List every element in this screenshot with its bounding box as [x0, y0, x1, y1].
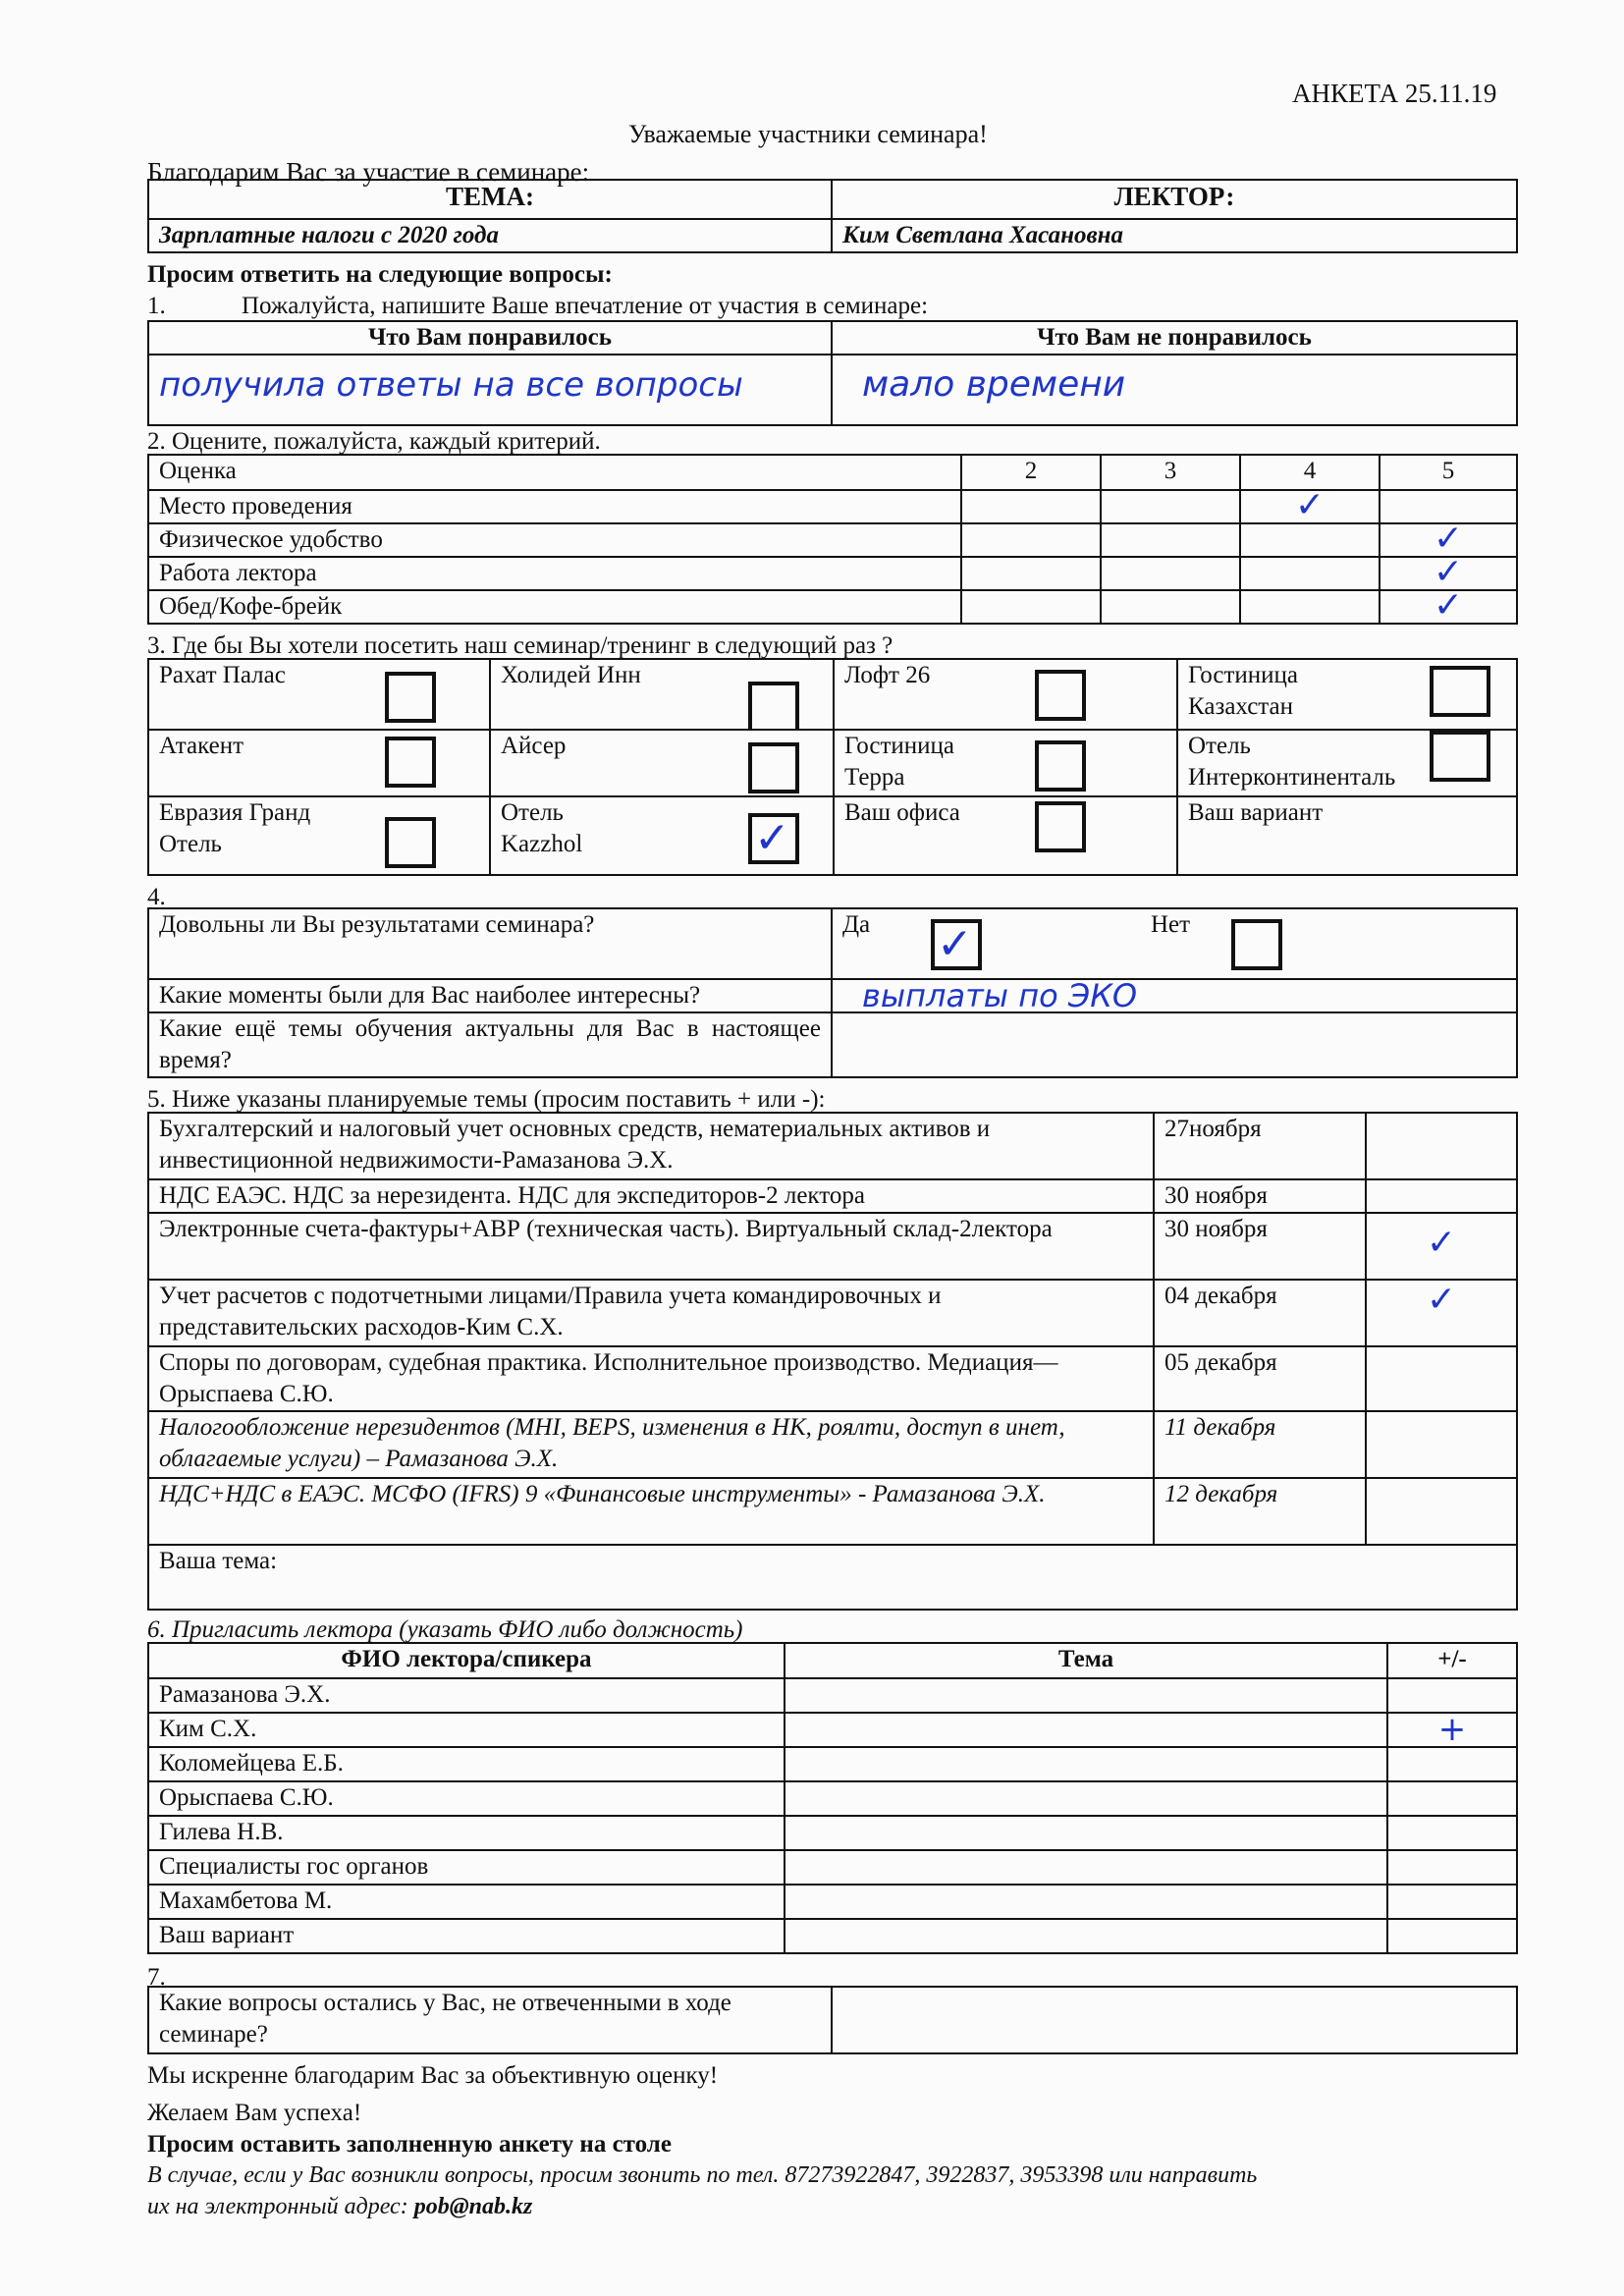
no-checkbox[interactable]	[1231, 919, 1282, 970]
venue-label: Атакент	[159, 733, 244, 759]
col-topic-header: Тема	[785, 1643, 1387, 1678]
venue-label: Лофт 26	[844, 662, 931, 688]
rating-cell[interactable]	[1240, 557, 1380, 590]
q3-text: 3. Где бы Вы хотели посетить наш семинар/тренинг в следующий раз ?	[147, 632, 893, 659]
lecturer-label: ЛЕКТОР:	[832, 180, 1517, 219]
lecturer-row	[148, 1919, 1517, 1953]
rating-row	[148, 590, 1517, 624]
lecturer-row	[148, 1850, 1517, 1885]
venue-checkbox[interactable]	[385, 672, 436, 723]
rating-cell[interactable]	[1101, 523, 1240, 557]
greeting: Уважаемые участники семинара!	[628, 120, 988, 148]
venue-checkbox[interactable]	[1035, 740, 1086, 792]
venue-cell[interactable]	[490, 659, 834, 730]
venue-label: Отель	[1188, 733, 1251, 759]
planned-date: 27ноября	[1154, 1113, 1366, 1179]
venue-cell[interactable]: Гостиница Терра	[834, 730, 1177, 796]
q5-text: 5. Ниже указаны планируемые темы (просим поставить + или -):	[147, 1086, 826, 1113]
check-mark: ✓	[937, 919, 973, 969]
rating-check[interactable]: ✓	[1380, 557, 1517, 590]
lecturer-topic[interactable]	[785, 1713, 1387, 1747]
planned-topic: Споры по договорам, судебная практика. Исполнительное производство. Медиация—Орыспаева С.Ю.	[148, 1346, 1154, 1411]
interesting-answer[interactable]: выплаты по ЭКО	[832, 979, 1517, 1012]
venue-checkbox[interactable]	[1430, 731, 1490, 782]
score-4: 4	[1240, 455, 1380, 490]
venue-cell[interactable]: Евразия Гранд Отель	[148, 796, 490, 875]
lecturer-topic[interactable]	[785, 1781, 1387, 1816]
topic-label: ТЕМА:	[148, 180, 832, 219]
planned-date: 12 декабря	[1154, 1478, 1366, 1545]
satisfied-question: Довольны ли Вы результатами семинара?	[148, 908, 832, 979]
lecturer-mark[interactable]: +	[1387, 1713, 1517, 1747]
q2-text: 2. Оцените, пожалуйста, каждый критерий.	[147, 428, 601, 455]
planned-mark[interactable]: ✓	[1366, 1213, 1517, 1280]
lecturer-name: Гилева Н.В.	[148, 1816, 785, 1850]
rating-cell[interactable]	[961, 590, 1101, 624]
rating-label: Работа лектора	[148, 557, 961, 590]
lecturer-row	[148, 1816, 1517, 1850]
score-header-label: Оценка	[148, 455, 961, 490]
planned-topic: НДС ЕАЭС. НДС за нерезидента. НДС для экспедиторов-2 лектора	[148, 1179, 1154, 1213]
venue-cell[interactable]: Гостиница Казахстан	[1177, 659, 1517, 730]
rating-row	[148, 557, 1517, 590]
rating-label: Место проведения	[148, 490, 961, 523]
planned-date: 11 декабря	[1154, 1411, 1366, 1478]
venue-label: Евразия Гранд	[159, 799, 311, 826]
planned-mark[interactable]	[1366, 1411, 1517, 1478]
q4-number: 4.	[147, 884, 166, 910]
rating-cell[interactable]	[961, 490, 1101, 523]
email-link[interactable]: pob@nab.kz	[413, 2194, 533, 2219]
venue-label: Айсер	[501, 733, 567, 759]
venue-checkbox[interactable]	[748, 742, 799, 793]
score-5: 5	[1380, 455, 1517, 490]
interesting-question: Какие моменты были для Вас наиболее интересны?	[148, 979, 832, 1012]
planned-mark[interactable]	[1366, 1113, 1517, 1179]
venue-label: Рахат Палас	[159, 662, 286, 688]
lecturer-topic[interactable]	[785, 1747, 1387, 1781]
lecturer-value: Ким Светлана Хасановна	[832, 219, 1517, 252]
topics-question: Какие ещё темы обучения актуальны для Вас в настоящее время?	[148, 1012, 832, 1077]
rating-cell[interactable]	[1101, 590, 1240, 624]
footer-thanks: Мы искренне благодарим Вас за объективную оценку!	[147, 2062, 719, 2089]
lecturer-name: Рамазанова Э.Х.	[148, 1678, 785, 1713]
lecturer-topic[interactable]	[785, 1850, 1387, 1885]
venue-checkbox[interactable]	[1035, 801, 1086, 852]
lecturer-topic[interactable]	[785, 1919, 1387, 1953]
topic-row	[148, 1213, 1517, 1280]
footer-wish: Желаем Вам успеха!	[147, 2100, 362, 2126]
venue-cell[interactable]	[834, 659, 1177, 730]
disliked-header: Что Вам не понравилось	[832, 321, 1517, 355]
q2-table	[147, 454, 1518, 625]
venue-cell[interactable]: Отель Kazzhol ✓	[490, 796, 834, 875]
lecturer-name: Ким С.Х.	[148, 1713, 785, 1747]
rating-label: Обед/Кофе-брейк	[148, 590, 961, 624]
lecturer-name: Ваш вариант	[148, 1919, 785, 1953]
planned-topic: Учет расчетов с подотчетными лицами/Правила учета командировочных и представительских расходов-Ким С.Х.	[148, 1280, 1154, 1346]
planned-topic: НДС+НДС в ЕАЭС. МСФО (IFRS) 9 «Финансовые инструменты» - Рамазанова Э.Х.	[148, 1478, 1154, 1545]
lecturer-mark[interactable]	[1387, 1781, 1517, 1816]
venue-cell[interactable]	[148, 659, 490, 730]
venue-label: Гостиница	[844, 733, 955, 759]
q1-number: 1.	[147, 293, 166, 319]
questions-intro: Просим ответить на следующие вопросы:	[147, 261, 613, 288]
footer-contact-line2: их на электронный адрес: pob@nab.kz	[147, 2194, 533, 2219]
topic-row	[148, 1179, 1517, 1213]
score-3: 3	[1101, 455, 1240, 490]
no-label: Нет	[1151, 911, 1191, 938]
disliked-answer[interactable]: мало времени	[832, 355, 1517, 425]
topic-row	[148, 1280, 1517, 1346]
lecturer-row	[148, 1678, 1517, 1713]
lecturer-mark[interactable]	[1387, 1678, 1517, 1713]
lecturer-topic[interactable]	[785, 1678, 1387, 1713]
venue-checkbox[interactable]	[1035, 670, 1086, 721]
lecturer-name: Орыспаева С.Ю.	[148, 1781, 785, 1816]
venue-cell[interactable]	[490, 730, 834, 796]
yes-checkbox-checked[interactable]	[931, 919, 982, 970]
planned-topic: Бухгалтерский и налоговый учет основных средств, нематериальных активов и инвестиционной недвижимости-Рамазанова Э.Х.	[148, 1113, 1154, 1179]
open-questions-label: Какие вопросы остались у Вас, не отвеченными в ходе семинаре?	[148, 1987, 832, 2053]
topic-value: Зарплатные налоги с 2020 года	[148, 219, 832, 252]
lecturer-mark[interactable]	[1387, 1885, 1517, 1919]
q7-table	[147, 1986, 1518, 2054]
rating-cell[interactable]	[1240, 523, 1380, 557]
venue-label: Ваш офиса	[844, 799, 960, 826]
venue-label: Холидей Инн	[501, 662, 641, 688]
open-questions-answer[interactable]	[832, 1987, 1517, 2053]
footer-leave: Просим оставить заполненную анкету на столе	[147, 2131, 672, 2158]
lecturer-name: Махамбетова М.	[148, 1885, 785, 1919]
planned-topic: Электронные счета-фактуры+АВР (техническая часть). Виртуальный склад-2лектора	[148, 1213, 1154, 1280]
planned-topics-table	[147, 1112, 1518, 1611]
q1-text: Пожалуйста, напишите Ваше впечатление от участия в семинаре:	[242, 293, 929, 319]
venue-checkbox[interactable]	[748, 682, 799, 730]
q7-number: 7.	[147, 1964, 166, 1991]
planned-mark[interactable]	[1366, 1478, 1517, 1545]
lecturer-mark[interactable]	[1387, 1816, 1517, 1850]
topics-answer[interactable]	[832, 1012, 1517, 1077]
venue-checkbox[interactable]	[1430, 666, 1490, 717]
lecturer-topic[interactable]	[785, 1816, 1387, 1850]
lecturer-invite-table	[147, 1642, 1518, 1954]
rating-row	[148, 523, 1517, 557]
planned-mark[interactable]	[1366, 1179, 1517, 1213]
q1-table	[147, 320, 1518, 426]
lecturer-name: Специалисты гос органов	[148, 1850, 785, 1885]
planned-topic: Налогообложение нерезидентов (MHI, BEPS, изменения в НК, роялти, доступ в инет, облагаемые услуги) – Рамазанова Э.Х.	[148, 1411, 1154, 1478]
topic-row	[148, 1411, 1517, 1478]
planned-date: 05 декабря	[1154, 1346, 1366, 1411]
lecturer-row	[148, 1713, 1517, 1747]
check-mark: ✓	[754, 813, 790, 863]
liked-answer[interactable]: получила ответы на все вопросы	[148, 355, 832, 425]
planned-date: 04 декабря	[1154, 1280, 1366, 1346]
venue-table	[147, 658, 1518, 876]
rating-label: Физическое удобство	[148, 523, 961, 557]
venue-label: Ваш вариант	[1188, 799, 1324, 826]
rating-check[interactable]: ✓	[1380, 523, 1517, 557]
planned-mark[interactable]	[1366, 1346, 1517, 1411]
venue-cell[interactable]	[834, 796, 1177, 875]
venue-checkbox[interactable]	[385, 737, 436, 788]
q4-table	[147, 907, 1518, 1078]
liked-header: Что Вам понравилось	[148, 321, 832, 355]
rating-cell[interactable]	[1101, 557, 1240, 590]
rating-cell[interactable]	[1101, 490, 1240, 523]
planned-mark[interactable]: ✓	[1366, 1280, 1517, 1346]
planned-date: 30 ноября	[1154, 1179, 1366, 1213]
rating-cell[interactable]	[1240, 590, 1380, 624]
topic-table	[147, 179, 1518, 253]
col-mark-header: +/-	[1387, 1643, 1517, 1678]
venue-cell[interactable]	[1177, 796, 1517, 875]
score-2: 2	[961, 455, 1101, 490]
your-topic-field[interactable]: Ваша тема:	[148, 1545, 1517, 1610]
lecturer-row	[148, 1885, 1517, 1919]
lecturer-name: Коломейцева Е.Б.	[148, 1747, 785, 1781]
planned-date: 30 ноября	[1154, 1213, 1366, 1280]
venue-checkbox-checked[interactable]	[748, 813, 799, 864]
topic-row	[148, 1113, 1517, 1179]
lecturer-mark[interactable]	[1387, 1919, 1517, 1953]
lecturer-mark[interactable]	[1387, 1850, 1517, 1885]
venue-checkbox[interactable]	[385, 817, 436, 868]
rating-check[interactable]: ✓	[1380, 590, 1517, 624]
rating-cell[interactable]	[1380, 490, 1517, 523]
col-name-header: ФИО лектора/спикера	[148, 1643, 785, 1678]
thanks-intro: Благодарим Вас за участие в семинаре:	[147, 157, 590, 187]
yes-label: Да	[842, 911, 871, 938]
topic-row	[148, 1478, 1517, 1545]
anketa-date: АНКЕТА 25.11.19	[1292, 79, 1497, 108]
lecturer-row	[148, 1747, 1517, 1781]
q6-text: 6. Пригласить лектора (указать ФИО либо должность)	[147, 1616, 743, 1643]
venue-label: Отель	[501, 799, 564, 826]
lecturer-row	[148, 1781, 1517, 1816]
rating-row	[148, 490, 1517, 523]
venue-label: Гостиница	[1188, 662, 1299, 688]
lecturer-topic[interactable]	[785, 1885, 1387, 1919]
lecturer-mark[interactable]	[1387, 1747, 1517, 1781]
rating-cell[interactable]	[961, 557, 1101, 590]
satisfied-answer[interactable]	[832, 908, 1517, 979]
venue-cell[interactable]: Отель Интерконтиненталь	[1177, 730, 1517, 796]
rating-cell[interactable]	[961, 523, 1101, 557]
venue-cell[interactable]	[148, 730, 490, 796]
footer-contact: В случае, если у Вас возникли вопросы, просим звонить по тел. 87273922847, 3922837, 3953398 или направить	[147, 2162, 1258, 2188]
topic-row	[148, 1346, 1517, 1411]
rating-check[interactable]: ✓	[1240, 490, 1380, 523]
